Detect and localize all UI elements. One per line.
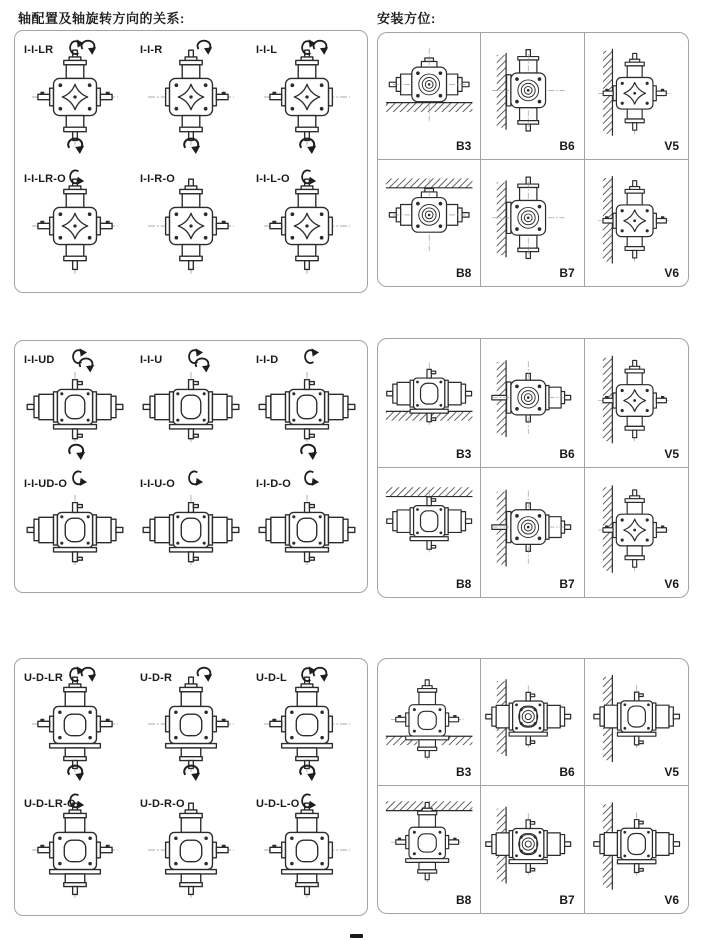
config-cell	[133, 33, 249, 162]
mount-cell	[481, 339, 584, 468]
config-cell	[17, 661, 133, 787]
rotation-arrow-icon	[314, 41, 329, 55]
mounting-grid-3	[377, 658, 689, 914]
config-label: I-I-R-O	[140, 172, 176, 185]
rotation-arrow-icon	[82, 41, 97, 55]
config-cell	[249, 467, 365, 591]
page-number-partial	[350, 934, 363, 938]
mount-code: B8	[455, 577, 472, 591]
config-cell	[249, 162, 365, 291]
mount-code: B3	[455, 447, 472, 461]
config-label: I-I-L	[256, 44, 278, 56]
config-cell	[17, 467, 133, 591]
mount-code: B6	[559, 765, 575, 779]
config-label: I-I-LR	[24, 44, 54, 56]
shaft-config-box-2	[14, 340, 368, 593]
config-cell	[17, 33, 133, 162]
mount-cell	[585, 339, 688, 468]
config-label: I-I-L-O	[256, 172, 290, 185]
mount-code: V6	[664, 266, 679, 280]
rotation-arrow-icon	[198, 668, 213, 682]
rotation-arrow-icon	[82, 668, 97, 682]
config-cell	[133, 467, 249, 591]
mount-code: V6	[664, 893, 679, 907]
config-cell	[133, 787, 249, 913]
config-label: I-I-UD-O	[24, 477, 68, 490]
config-cell	[133, 661, 249, 787]
config-cell	[17, 162, 133, 291]
mount-cell	[481, 659, 584, 786]
config-label: U-D-R	[140, 672, 173, 684]
mount-code: B8	[455, 266, 472, 280]
config-label: I-I-D	[256, 354, 279, 366]
mount-cell	[378, 160, 481, 287]
mount-code: V5	[664, 447, 679, 461]
config-label: U-D-L-O	[256, 798, 300, 810]
mounting-grid-2	[377, 338, 689, 598]
rotation-arrow-icon	[314, 668, 329, 682]
mount-cell	[378, 33, 481, 160]
mounting-title: 安装方位:	[377, 11, 436, 26]
mounting-grid-1	[377, 32, 689, 287]
rotation-arrow-icon	[80, 358, 95, 372]
mount-cell	[378, 659, 481, 786]
config-cell	[249, 787, 365, 913]
mount-cell	[378, 786, 481, 913]
rotation-arrow-icon	[73, 472, 87, 487]
mount-cell	[481, 786, 584, 913]
config-cell	[133, 343, 249, 467]
mount-cell	[378, 339, 481, 468]
config-label: I-I-U	[140, 354, 163, 366]
config-cell	[133, 162, 249, 291]
mount-code: B8	[455, 893, 472, 907]
mount-cell	[481, 33, 584, 160]
wall-hatch	[497, 182, 506, 255]
config-label: U-D-LR	[24, 672, 64, 684]
mount-code: B7	[559, 577, 575, 591]
rotation-arrow-icon	[305, 348, 319, 363]
mount-cell	[585, 33, 688, 160]
config-label: I-I-UD	[24, 354, 55, 366]
mount-cell	[585, 786, 688, 913]
rotation-arrow-icon	[198, 41, 213, 55]
mount-cell	[481, 468, 584, 597]
mount-cell	[378, 468, 481, 597]
config-cell	[17, 787, 133, 913]
mount-code: V5	[664, 765, 679, 779]
rotation-arrow-icon	[301, 444, 317, 459]
mount-cell	[585, 468, 688, 597]
config-label: I-I-U-O	[140, 477, 176, 490]
rotation-arrow-icon	[69, 444, 85, 459]
shaft-config-box-3	[14, 658, 368, 916]
mount-code: V6	[664, 577, 679, 591]
mount-cell	[481, 160, 584, 287]
config-cell	[249, 343, 365, 467]
rotation-arrow-icon	[70, 170, 84, 185]
config-label: I-I-LR-O	[24, 172, 66, 185]
mount-code: B3	[455, 138, 472, 153]
config-label: I-I-D-O	[256, 477, 292, 490]
rotation-arrow-icon	[189, 472, 203, 487]
mount-code: V5	[664, 138, 679, 153]
config-label: U-D-R-O	[140, 798, 185, 810]
config-label: U-D-L	[256, 672, 287, 684]
wall-hatch	[497, 55, 506, 128]
page-title: 轴配置及轴旋转方向的关系:	[18, 11, 185, 26]
config-label: I-I-R	[140, 44, 163, 56]
rotation-arrow-icon	[305, 472, 319, 487]
rotation-arrow-icon	[302, 794, 316, 809]
mount-code: B3	[455, 765, 472, 779]
mount-cell	[585, 160, 688, 287]
config-cell	[249, 661, 365, 787]
config-cell	[17, 343, 133, 467]
config-cell	[249, 33, 365, 162]
mount-cell	[585, 659, 688, 786]
rotation-arrow-icon	[196, 358, 211, 372]
shaft-config-box-1	[14, 30, 368, 293]
mount-code: B7	[559, 893, 575, 907]
mount-code: B6	[559, 447, 575, 461]
mount-code: B7	[559, 266, 575, 280]
rotation-arrow-icon	[302, 170, 316, 185]
mount-code: B6	[559, 138, 575, 153]
config-label: U-D-LR-O	[24, 798, 76, 810]
